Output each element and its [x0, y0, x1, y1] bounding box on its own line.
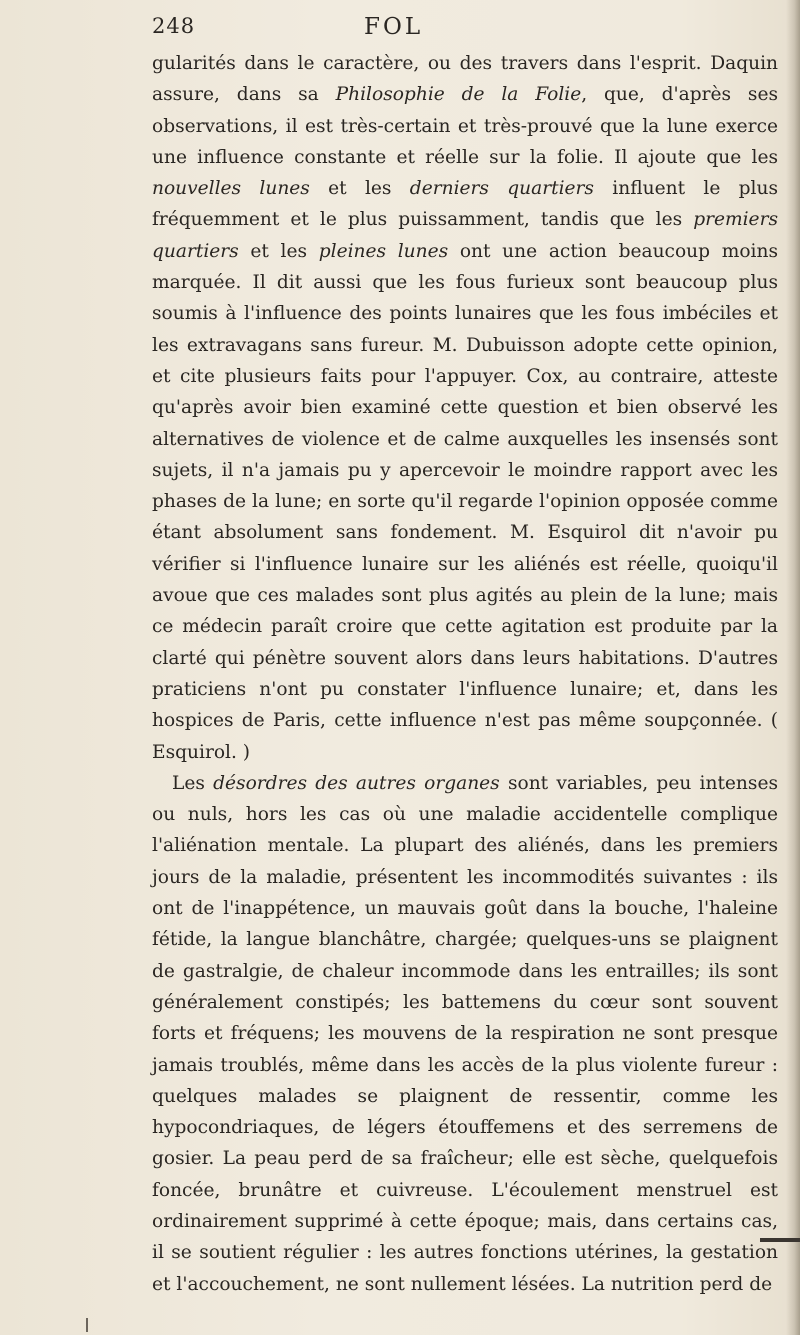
page-edge-shadow — [786, 0, 800, 1335]
paragraph-lunar-influence — [152, 48, 778, 768]
italic-term: désordres des autres organes — [213, 772, 500, 794]
text-run: et les — [309, 178, 410, 200]
text-run: influent le plus fréquemment et le plus puissamment, tandis que les — [152, 178, 779, 231]
paragraph-other-organs — [152, 768, 778, 1300]
text-run: gularités dans le caractère, ou des travers dans l'esprit. Daquin assure, dans sa — [152, 53, 778, 106]
italic-title: Philosophie de la Folie — [335, 84, 582, 106]
page-header — [152, 14, 632, 46]
text-run: Les — [172, 772, 214, 794]
italic-term: pleines lunes — [318, 240, 449, 262]
body-text — [152, 48, 778, 1300]
text-run: et les — [238, 240, 319, 262]
page-number: 248 — [152, 14, 196, 38]
text-run: sont variables, peu intenses ou nuls, hors les cas où une maladie accidentelle complique l'aliénation mentale. La plupart des aliénés, dans les premiers jours de la maladie, présentent les incommodités suivantes : ils ont de l'inappétence, un mauvais goût dans la bouche, l'haleine fétide, la langue blanchâtre, chargée; quelques-uns se plaignent de gastralgie, de chaleur incommode dans les entrailles; ils sont généralement constipés; les battemens du cœur sont souvent forts et fréquens; les mouvens de la respiration ne sont presque jamais troublés, même dans les accès de la plus violente fureur : quelques malades se plaignent de ressentir, comme les hypocondriaques, de légers étouffemens et des serremens de gosier. La peau perd de sa fraîcheur; elle est sèche, quelquefois foncée, brunâtre et cuivreuse. L'écoulement menstruel est ordinairement supprimé à cette époque; mais, dans certains cas, il se soutient régulier : les autres fonctions utérines, la gestation et l'accouchement, ne sont nullement lésées. La nutrition perd de — [152, 772, 778, 1295]
text-run: , que, d'après ses observations, il est très-certain et très-prouvé que la lune exerce une influence constante et réelle sur la folie. Il ajoute que les — [152, 84, 778, 168]
italic-term: derniers quartiers — [409, 178, 594, 200]
text-run: ont une action beaucoup moins marquée. Il dit aussi que les fous furieux sont beaucoup plus soumis à l'influence des points lunaires que les fous imbéciles et les extravagans sans fureur. M. Dubuisson adopte cette opinion, et cite plusieurs faits pour l'appuyer. Cox, au contraire, atteste qu'après avoir bien examiné cette question et bien observé les alternatives de violence et de calme auxquelles les insensés sont sujets, il n'a jamais pu y apercevoir le moindre rapport avec les phases de la lune; en sorte qu'il regarde l'opinion opposée comme étant absolument sans fondement. M. Esquirol dit n'avoir pu vérifier si l'influence lunaire sur les aliénés est réelle, quoiqu'il avoue que ces malades sont plus agités au plein de la lune; mais ce médecin paraît croire que cette agitation est produite par la clarté qui pénètre souvent alors dans leurs habitations. D'autres praticiens n'ont pu constater l'influence lunaire; et, dans les hospices de Paris, cette influence n'est pas même soupçonnée. ( Esquirol. ) — [152, 240, 779, 763]
running-head: FOL — [364, 14, 424, 40]
margin-mark — [86, 1318, 88, 1332]
italic-term: nouvelles lunes — [152, 178, 310, 200]
italic-term: premiers quartiers — [152, 209, 778, 262]
